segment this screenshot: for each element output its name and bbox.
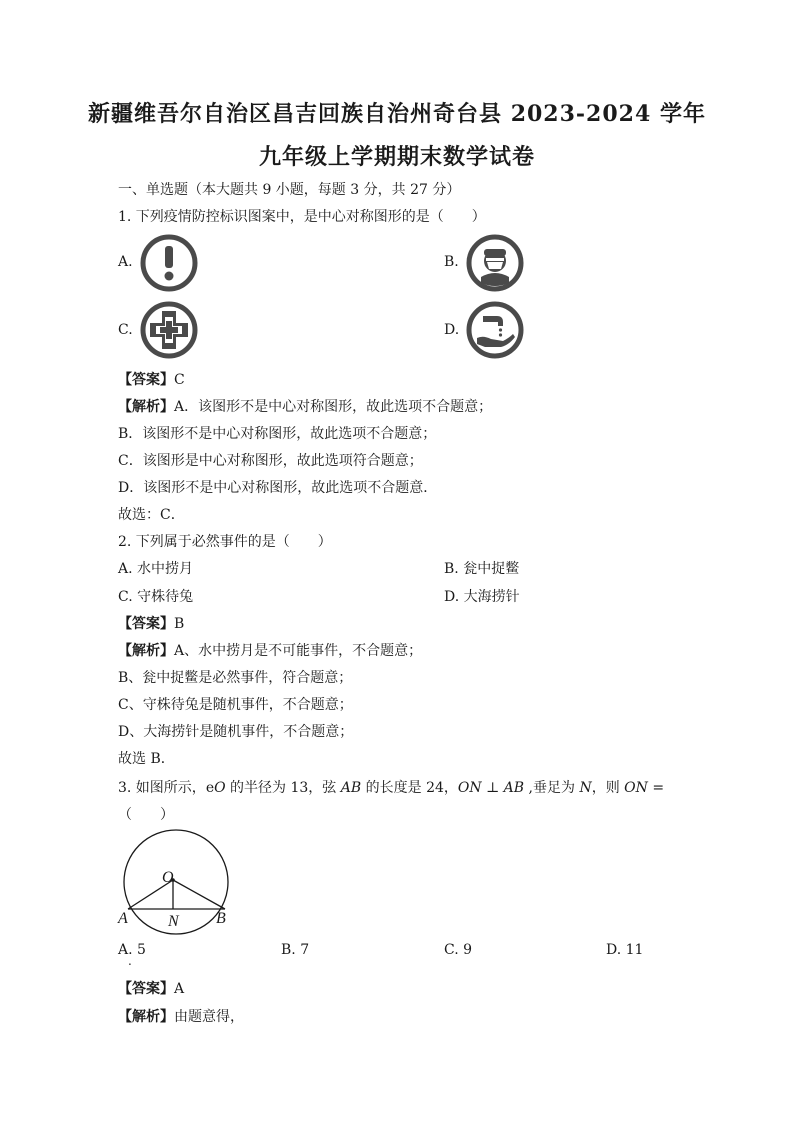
analysis-tag: 【解析】	[118, 399, 174, 415]
label-n: N	[168, 913, 179, 930]
exclamation-icon	[139, 233, 199, 293]
answer-value: C	[174, 372, 185, 388]
q2-analysis-line-3: C、守株待兔是随机事件，不合题意；	[118, 697, 353, 713]
answer-value: B	[174, 616, 185, 632]
q1-option-c-label: C.	[118, 322, 133, 338]
answer-tag: 【答案】	[118, 372, 174, 388]
page-title-line2: 九年级上学期期末数学试卷	[258, 144, 535, 170]
masked-face-icon	[465, 233, 525, 293]
medical-cross-icon	[139, 300, 199, 360]
analysis-text: 由题意得，	[174, 1009, 244, 1025]
stray-dot: .	[128, 954, 132, 968]
q1-option-b-label: B.	[444, 254, 459, 270]
hand-washing-icon	[465, 300, 525, 360]
analysis-tag: 【解析】	[118, 643, 174, 659]
q1-analysis-line-1	[118, 396, 492, 416]
q3-stem-part5: ，则	[591, 780, 625, 796]
var-o: O	[214, 780, 226, 796]
q2-option-c: C. 守株待兔	[118, 589, 194, 605]
q3-stem-part2: 的半径为 13，弦	[225, 780, 341, 796]
q2-option-b: B. 瓮中捉鳖	[444, 561, 520, 577]
q2-analysis-line-2: B、瓮中捉鳖是必然事件，符合题意；	[118, 670, 353, 686]
q1-analysis-line-3: C．该图形是中心对称图形，故此选项符合题意；	[118, 453, 423, 469]
q3-option-c: C. 9	[444, 942, 473, 958]
q1-stem: 1. 下列疫情防控标识图案中，是中心对称图形的是（ ）	[118, 209, 486, 225]
q3-stem	[118, 777, 664, 797]
perp-expression: ON ⊥ AB	[457, 780, 525, 796]
circle-symbol: e	[205, 780, 215, 796]
var-ab: AB	[340, 780, 362, 796]
q2-analysis-line-5: 故选 B．	[118, 751, 175, 767]
q1-analysis-line-2: B．该图形不是中心对称图形，故此选项不合题意；	[118, 426, 437, 442]
var-n: N	[579, 780, 592, 796]
label-b: B	[216, 910, 226, 927]
analysis-text: A、水中捞月是不可能事件，不合题意；	[174, 643, 423, 659]
label-a: A	[118, 910, 128, 927]
q1-option-d-label: D.	[444, 322, 460, 338]
q3-stem-part1: 3. 如图所示，	[118, 780, 206, 796]
q2-option-a: A. 水中捞月	[118, 561, 194, 577]
q2-analysis-line-1	[118, 640, 422, 660]
answer-value: A	[174, 981, 185, 997]
q3-option-d: D. 11	[606, 942, 644, 958]
page-title-line1: 新疆维吾尔自治区昌吉回族自治州奇台县 2023-2024 学年	[88, 101, 706, 127]
on-equals: ON =	[624, 780, 665, 796]
q3-answer	[118, 978, 184, 998]
circle-figure	[115, 828, 245, 938]
segment-ob	[173, 880, 225, 909]
q3-stem-part4: ,垂足为	[524, 780, 580, 796]
q1-analysis-line-4: D．该图形不是中心对称图形，故此选项不合题意．	[118, 480, 438, 496]
q2-stem: 2. 下列属于必然事件的是（ ）	[118, 534, 332, 550]
answer-tag: 【答案】	[118, 616, 174, 632]
answer-tag: 【答案】	[118, 981, 174, 997]
section-heading: 一、单选题（本大题共 9 小题，每题 3 分，共 27 分）	[118, 182, 461, 198]
q3-stem-part3: 的长度是 24，	[361, 780, 458, 796]
q3-option-b: B. 7	[281, 942, 310, 958]
q2-option-d: D. 大海捞针	[444, 589, 520, 605]
q2-analysis-line-4: D、大海捞针是随机事件，不合题意；	[118, 724, 354, 740]
q1-analysis-line-5: 故选：C．	[118, 507, 185, 523]
label-o: O	[162, 869, 174, 886]
q3-analysis-line-1	[118, 1006, 244, 1026]
q1-answer	[118, 369, 185, 389]
q3-option-a: A. 5	[118, 942, 146, 958]
analysis-tag: 【解析】	[118, 1009, 174, 1025]
q1-option-a-label: A.	[118, 254, 133, 270]
q3-paren: （ ）	[118, 807, 174, 823]
q2-answer	[118, 613, 184, 633]
analysis-text: A．该图形不是中心对称图形，故此选项不合题意；	[174, 399, 493, 415]
